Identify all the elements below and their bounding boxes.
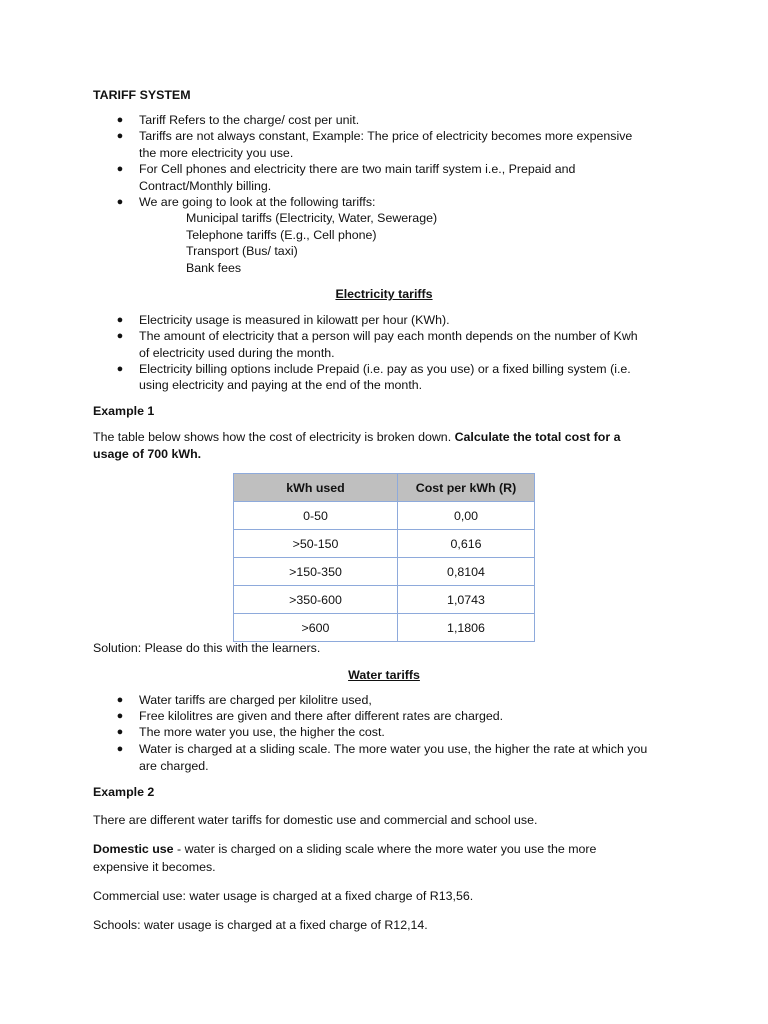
list-item: The more water you use, the higher the cost. xyxy=(139,725,385,739)
list-item: Electricity usage is measured in kilowatt per hour (KWh). xyxy=(139,313,450,327)
water-heading: Water tariffs xyxy=(348,668,420,682)
list-item: Tariffs are not always constant, Example: The price of electricity becomes more expensive xyxy=(139,129,633,143)
list-item: Tariff Refers to the charge/ cost per unit. xyxy=(139,113,360,127)
bullet-glyph: ● xyxy=(116,114,124,126)
domestic-use-label: Domestic use xyxy=(93,842,174,856)
table-cell-kwh: >150-350 xyxy=(234,558,398,586)
table-row xyxy=(234,558,535,586)
bullet-glyph: ● xyxy=(116,314,124,326)
list-item: The amount of electricity that a person will pay each month depends on the number of Kwh xyxy=(139,329,638,343)
list-item-continuation: are charged. xyxy=(139,759,209,773)
list-item-continuation: Contract/Monthly billing. xyxy=(139,179,272,193)
page-title: TARIFF SYSTEM xyxy=(93,88,191,102)
table-cell-kwh: >50-150 xyxy=(234,530,398,558)
table-cell-cost: 0,00 xyxy=(398,502,535,530)
schools-text: Schools: water usage is charged at a fixed charge of R12,14. xyxy=(93,918,428,932)
table-cell-cost: 0,616 xyxy=(398,530,535,558)
table-row xyxy=(234,502,535,530)
electricity-tariff-table xyxy=(233,473,535,642)
example-1-text xyxy=(93,430,621,445)
domestic-use-text: - water is charged on a sliding scale where the more water you use the more xyxy=(173,842,597,856)
list-item: We are going to look at the following tariffs: xyxy=(139,195,376,209)
bullet-glyph: ● xyxy=(116,726,124,738)
table-cell-kwh: >600 xyxy=(234,614,398,642)
domestic-use-continuation: expensive it becomes. xyxy=(93,860,216,874)
example-1-text-plain: The table below shows how the cost of electricity is broken down. xyxy=(93,430,455,444)
domestic-use-paragraph xyxy=(93,842,596,857)
bullet-glyph: ● xyxy=(116,710,124,722)
solution-text: Solution: Please do this with the learners. xyxy=(93,641,321,655)
tariff-type: Transport (Bus/ taxi) xyxy=(186,244,298,258)
example-2-intro: There are different water tariffs for domestic use and commercial and school use. xyxy=(93,813,538,827)
table-header-row xyxy=(234,474,535,502)
table-cell-kwh: >350-600 xyxy=(234,586,398,614)
bullet-glyph: ● xyxy=(116,363,124,375)
table-cell-kwh: 0-50 xyxy=(234,502,398,530)
tariff-type: Bank fees xyxy=(186,261,242,275)
table-cell-cost: 1,1806 xyxy=(398,614,535,642)
table-row xyxy=(234,530,535,558)
list-item-continuation: the more electricity you use. xyxy=(139,146,294,160)
column-header-kwh-used: kWh used xyxy=(234,474,398,502)
example-2-label: Example 2 xyxy=(93,785,155,799)
list-item-continuation: of electricity used during the month. xyxy=(139,346,335,360)
table-row xyxy=(234,586,535,614)
column-header-cost-per-kwh: Cost per kWh (R) xyxy=(398,474,535,502)
bullet-glyph: ● xyxy=(116,130,124,142)
list-item: Water is charged at a sliding scale. The more water you use, the higher the rate at which you xyxy=(139,742,648,756)
bullet-glyph: ● xyxy=(116,196,124,208)
table-cell-cost: 1,0743 xyxy=(398,586,535,614)
tariff-type: Telephone tariffs (E.g., Cell phone) xyxy=(186,228,377,242)
bullet-glyph: ● xyxy=(116,330,124,342)
example-1-label: Example 1 xyxy=(93,404,155,418)
table-row xyxy=(234,614,535,642)
table-cell-cost: 0,8104 xyxy=(398,558,535,586)
list-item: Electricity billing options include Prepaid (i.e. pay as you use) or a fixed billing system (i.e. xyxy=(139,362,631,376)
example-1-question-continuation: usage of 700 kWh. xyxy=(93,447,202,461)
commercial-use-text: Commercial use: water usage is charged at a fixed charge of R13,56. xyxy=(93,889,474,903)
list-item: For Cell phones and electricity there are two main tariff system i.e., Prepaid and xyxy=(139,162,576,176)
list-item-continuation: using electricity and paying at the end of the month. xyxy=(139,378,423,392)
bullet-glyph: ● xyxy=(116,743,124,755)
list-item: Free kilolitres are given and there after different rates are charged. xyxy=(139,709,504,723)
bullet-glyph: ● xyxy=(116,163,124,175)
bullet-glyph: ● xyxy=(116,694,124,706)
list-item: Water tariffs are charged per kilolitre used, xyxy=(139,693,372,707)
example-1-question: Calculate the total cost for a xyxy=(454,430,621,444)
tariff-type: Municipal tariffs (Electricity, Water, Sewerage) xyxy=(186,211,438,225)
electricity-heading: Electricity tariffs xyxy=(335,287,433,301)
